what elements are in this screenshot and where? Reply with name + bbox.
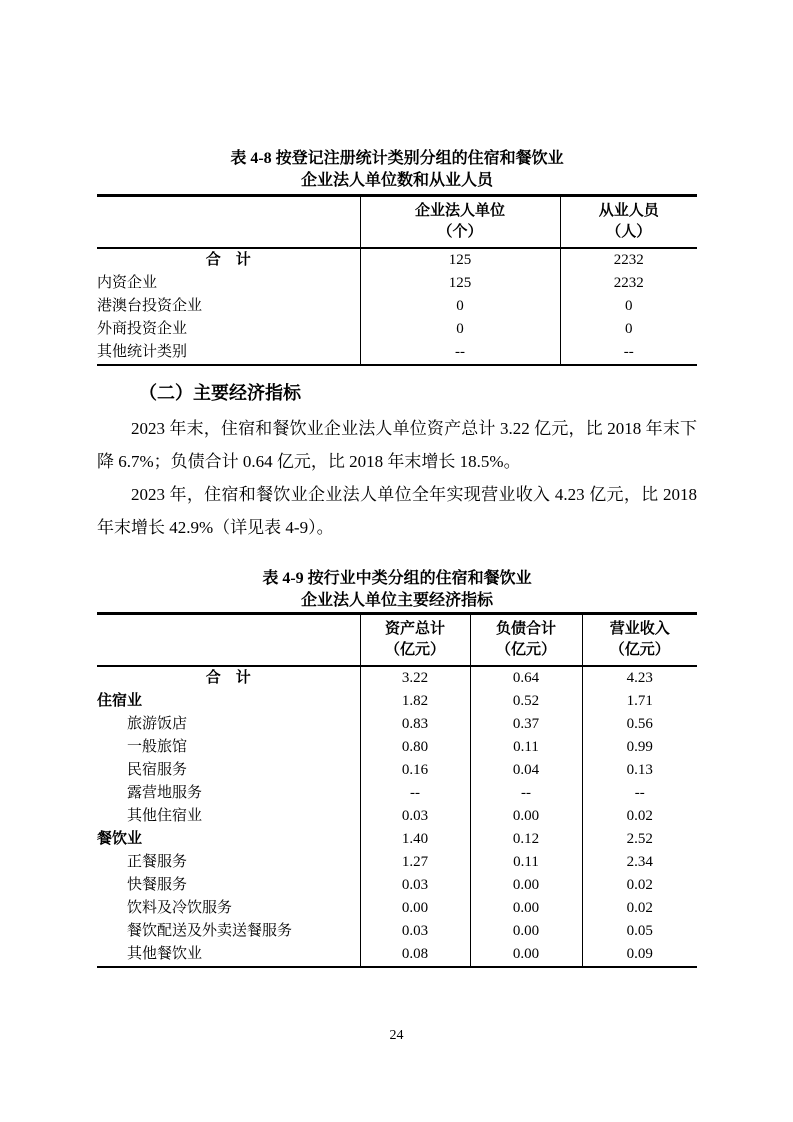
cell-value: -- bbox=[470, 782, 582, 805]
table-row bbox=[97, 782, 697, 805]
table-row bbox=[97, 805, 697, 828]
table-row bbox=[97, 295, 697, 318]
row-label: 一般旅馆 bbox=[127, 739, 188, 755]
cell-value: 0.13 bbox=[582, 759, 697, 782]
cell-value: 1.71 bbox=[582, 690, 697, 713]
table-row bbox=[97, 759, 697, 782]
table-row bbox=[97, 713, 697, 736]
table-row bbox=[97, 874, 697, 897]
empty-header-cell bbox=[97, 614, 360, 667]
table-row bbox=[97, 248, 697, 272]
cell-value: 0.00 bbox=[470, 805, 582, 828]
table-row bbox=[97, 828, 697, 851]
cell-value: -- bbox=[560, 341, 697, 365]
table-row bbox=[97, 341, 697, 365]
cell-value: 0 bbox=[560, 295, 697, 318]
column-header-line2: （亿元） bbox=[495, 642, 556, 658]
column-header-line1: 营业收入 bbox=[609, 621, 670, 637]
table2-title-line1: 表 4-9 按行业中类分组的住宿和餐饮业 bbox=[262, 570, 532, 587]
cell-value: -- bbox=[360, 341, 560, 365]
table-header-row bbox=[97, 196, 697, 249]
table2-title-block bbox=[97, 568, 697, 612]
cell-value: 0.99 bbox=[582, 736, 697, 759]
row-label: 餐饮业 bbox=[97, 831, 143, 847]
row-label: 旅游饭店 bbox=[127, 716, 188, 732]
cell-value: 0.02 bbox=[582, 805, 697, 828]
cell-value: 125 bbox=[360, 248, 560, 272]
table-row bbox=[97, 851, 697, 874]
row-label: 快餐服务 bbox=[127, 877, 188, 893]
row-label: 住宿业 bbox=[97, 693, 143, 709]
cell-value: 0.16 bbox=[360, 759, 470, 782]
cell-value: 0.08 bbox=[360, 943, 470, 967]
cell-value: 1.27 bbox=[360, 851, 470, 874]
body-paragraph: 2023 年，住宿和餐饮业企业法人单位全年实现营业收入 4.23 亿元，比 2018 年末增长 42.9%（详见表 4-9）。 bbox=[97, 485, 697, 537]
table-row bbox=[97, 736, 697, 759]
column-header bbox=[360, 614, 470, 667]
row-label: 饮料及冷饮服务 bbox=[127, 900, 233, 916]
cell-value: 0.37 bbox=[470, 713, 582, 736]
row-label: 餐饮配送及外卖送餐服务 bbox=[127, 923, 293, 939]
table2-title-line2: 企业法人单位主要经济指标 bbox=[300, 592, 493, 609]
row-label: 合 计 bbox=[205, 670, 251, 686]
cell-value: 0.52 bbox=[470, 690, 582, 713]
column-header bbox=[470, 614, 582, 667]
cell-value: 0 bbox=[360, 318, 560, 341]
cell-value: 4.23 bbox=[582, 666, 697, 690]
section-heading: （二）主要经济指标 bbox=[139, 383, 301, 403]
cell-value: 0.00 bbox=[470, 897, 582, 920]
cell-value: 2.52 bbox=[582, 828, 697, 851]
cell-value: 0.11 bbox=[470, 851, 582, 874]
row-label: 其他餐饮业 bbox=[127, 946, 203, 962]
row-label: 外商投资企业 bbox=[97, 321, 188, 337]
table-row bbox=[97, 318, 697, 341]
row-label: 其他统计类别 bbox=[97, 344, 188, 360]
cell-value: 0.02 bbox=[582, 874, 697, 897]
cell-value: 2.34 bbox=[582, 851, 697, 874]
cell-value: 0.80 bbox=[360, 736, 470, 759]
empty-header-cell bbox=[97, 196, 360, 249]
row-label: 港澳台投资企业 bbox=[97, 298, 203, 314]
cell-value: 0.56 bbox=[582, 713, 697, 736]
row-label: 内资企业 bbox=[97, 275, 158, 291]
column-header-line2: （个） bbox=[437, 224, 483, 240]
table-4-9 bbox=[97, 612, 697, 968]
cell-value: 0.03 bbox=[360, 805, 470, 828]
body-paragraph: 2023 年末，住宿和餐饮业企业法人单位资产总计 3.22 亿元，比 2018 年末下降 6.7%；负债合计 0.64 亿元，比 2018 年末增长 18.5%。 bbox=[97, 419, 697, 471]
cell-value: -- bbox=[582, 782, 697, 805]
cell-value: 3.22 bbox=[360, 666, 470, 690]
cell-value: 125 bbox=[360, 272, 560, 295]
column-header-line1: 从业人员 bbox=[598, 203, 659, 219]
cell-value: 0.00 bbox=[470, 874, 582, 897]
column-header-line1: 负债合计 bbox=[495, 621, 556, 637]
table-row bbox=[97, 943, 697, 967]
column-header-line2: （人） bbox=[606, 224, 652, 240]
table-row bbox=[97, 690, 697, 713]
cell-value: 2232 bbox=[560, 272, 697, 295]
column-header bbox=[582, 614, 697, 667]
cell-value: 0.12 bbox=[470, 828, 582, 851]
cell-value: 0.02 bbox=[582, 897, 697, 920]
cell-value: 0 bbox=[360, 295, 560, 318]
row-label: 其他住宿业 bbox=[127, 808, 203, 824]
column-header-line2: （亿元） bbox=[384, 642, 445, 658]
row-label: 正餐服务 bbox=[127, 854, 188, 870]
cell-value: 0.03 bbox=[360, 874, 470, 897]
table-header-row bbox=[97, 614, 697, 667]
table-row bbox=[97, 920, 697, 943]
cell-value: 1.82 bbox=[360, 690, 470, 713]
table-row bbox=[97, 897, 697, 920]
cell-value: 0.64 bbox=[470, 666, 582, 690]
table1-title-block bbox=[97, 148, 697, 192]
cell-value: 0.00 bbox=[470, 920, 582, 943]
column-header bbox=[560, 196, 697, 249]
table1-title-line2: 企业法人单位数和从业人员 bbox=[300, 172, 493, 189]
cell-value: 0.83 bbox=[360, 713, 470, 736]
cell-value: 2232 bbox=[560, 248, 697, 272]
table-row bbox=[97, 666, 697, 690]
row-label: 合 计 bbox=[205, 252, 251, 268]
table-4-8 bbox=[97, 194, 697, 366]
table1-title-line1: 表 4-8 按登记注册统计类别分组的住宿和餐饮业 bbox=[230, 150, 564, 167]
cell-value: 0.00 bbox=[360, 897, 470, 920]
table-row bbox=[97, 272, 697, 295]
row-label: 露营地服务 bbox=[127, 785, 203, 801]
column-header-line2: （亿元） bbox=[609, 642, 670, 658]
cell-value: -- bbox=[360, 782, 470, 805]
column-header-line1: 企业法人单位 bbox=[414, 203, 505, 219]
cell-value: 0.05 bbox=[582, 920, 697, 943]
cell-value: 0.11 bbox=[470, 736, 582, 759]
cell-value: 0.04 bbox=[470, 759, 582, 782]
cell-value: 1.40 bbox=[360, 828, 470, 851]
cell-value: 0.03 bbox=[360, 920, 470, 943]
column-header-line1: 资产总计 bbox=[384, 621, 445, 637]
row-label: 民宿服务 bbox=[127, 762, 188, 778]
cell-value: 0 bbox=[560, 318, 697, 341]
cell-value: 0.00 bbox=[470, 943, 582, 967]
column-header bbox=[360, 196, 560, 249]
cell-value: 0.09 bbox=[582, 943, 697, 967]
page-number: 24 bbox=[389, 1028, 404, 1043]
